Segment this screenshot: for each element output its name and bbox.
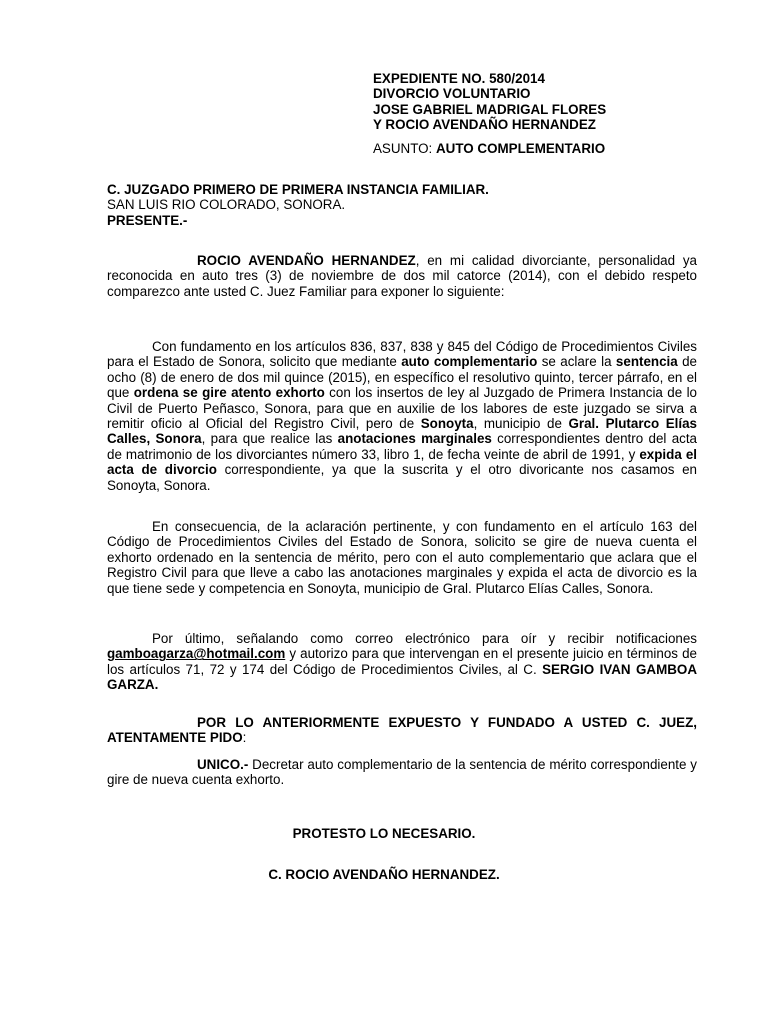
text-span: , para que realice las — [201, 431, 338, 447]
case-type: DIVORCIO VOLUNTARIO — [373, 86, 531, 102]
text-span: Por último, señalando como correo electrónico para oír y recibir notificaciones — [152, 631, 697, 646]
text-span: correspondientes dentro del acta de matrimonio de los divorciantes número 33, libro 1, de fecha veinte de abril de 1991, y — [107, 431, 698, 462]
court-location: SAN LUIS RIO COLORADO, SONORA. — [107, 197, 346, 213]
petition-text: POR LO ANTERIORMENTE EXPUESTO Y FUNDADO A USTED C. JUEZ, ATENTAMENTE PIDO — [107, 715, 697, 746]
addressee-block — [107, 182, 707, 228]
signature-name: C. ROCIO AVENDAÑO HERNANDEZ. — [268, 867, 500, 882]
bold-span: anotaciones marginales — [337, 431, 492, 447]
unico-label: UNICO.- — [197, 757, 249, 772]
bold-span: Sonoyta — [420, 416, 474, 432]
paragraph-petition — [107, 715, 697, 746]
party-one: JOSE GABRIEL MADRIGAL FLORES — [373, 101, 607, 117]
text-span: y autorizo para que intervengan en el presente juicio en términos de los artículos 71, 72 y 174 del Código de Procedimientos Civiles, al C. — [107, 646, 697, 677]
consecuencia-text: En consecuencia, de la aclaración pertinente, y con fundamento en el artículo 163 del Código de Procedimientos Civiles del Estado de Sonora, solicito se gire de nueva cuenta el exhorto ordenado en la sentencia de mérito, pero con el auto complementario que aclara que el Registro Civil para que lleve a cabo las anotaciones marginales y expida el acta de divorcio es la que tiene sede y competencia en Sonoyta, municipio de Gral. Plutarco Elías Calles, Sonora. — [107, 519, 697, 596]
petition-colon: : — [242, 730, 247, 746]
bold-span: auto complementario — [401, 354, 538, 370]
text-span: de ocho (8) de enero de dos mil quince (2015), en específico el resolutivo quinto, tercer párrafo, en el que — [107, 354, 697, 401]
text-span: se aclare la — [537, 354, 616, 370]
paragraph-consecuencia — [107, 519, 697, 596]
text-span: con los insertos de ley al Juzgado de Primera Instancia de lo Civil de Puerto Peñasco, Sonora, para que en auxilie de los labores de este juzgado se sirva a remitir oficio al Oficial del Registro Civil, pero de — [107, 385, 697, 432]
bold-span: Gral. Plutarco Elías Calles, Sonora — [107, 416, 697, 447]
protesto-line: PROTESTO LO NECESARIO. — [292, 826, 476, 841]
email-link[interactable]: gamboagarza@hotmail.com — [107, 646, 286, 662]
court-name: C. JUZGADO PRIMERO DE PRIMERA INSTANCIA FAMILIAR. — [107, 182, 489, 197]
subject-value: AUTO COMPLEMENTARIO — [436, 141, 606, 156]
party-two: Y ROCIO AVENDAÑO HERNANDEZ — [373, 117, 596, 133]
intro-text: , en mi calidad divorciante, personalidad ya reconocida en auto tres (3) de noviembre de dos mil catorce (2014), con el debido respeto comparezco ante usted C. Juez Familiar para exponer lo siguiente: — [107, 253, 697, 299]
text-span: , municipio de — [473, 416, 569, 432]
presente-label: PRESENTE.- — [107, 212, 188, 228]
subject-label: ASUNTO: — [373, 141, 433, 156]
paragraph-intro — [107, 253, 697, 299]
text-span: Con fundamento en los artículos 836, 837, 838 y 845 del Código de Procedimientos Civiles para el Estado de Sonora, solicito que mediante — [107, 339, 697, 370]
bold-span: sentencia — [615, 354, 678, 370]
bold-span: ordena se gire atento exhorto — [133, 385, 325, 401]
case-header — [373, 71, 733, 133]
paragraph-notificaciones — [107, 631, 697, 693]
authorized-name: SERGIO IVAN GAMBOA GARZA. — [107, 661, 697, 693]
expediente-number: EXPEDIENTE NO. 580/2014 — [373, 71, 545, 86]
petitioner-name: ROCIO AVENDAÑO HERNANDEZ — [197, 253, 416, 268]
bold-span: expida el acta de divorcio — [107, 446, 697, 478]
text-span: correspondiente, ya que la suscrita y el otro divoricante nos casamos en Sonoyta, Sonora. — [107, 462, 697, 493]
unico-text: Decretar auto complementario de la sentencia de mérito correspondiente y gire de nueva cuenta exhorto. — [107, 757, 697, 788]
subject-line — [373, 141, 605, 156]
paragraph-unico — [107, 757, 697, 788]
paragraph-fundamento — [107, 339, 697, 493]
